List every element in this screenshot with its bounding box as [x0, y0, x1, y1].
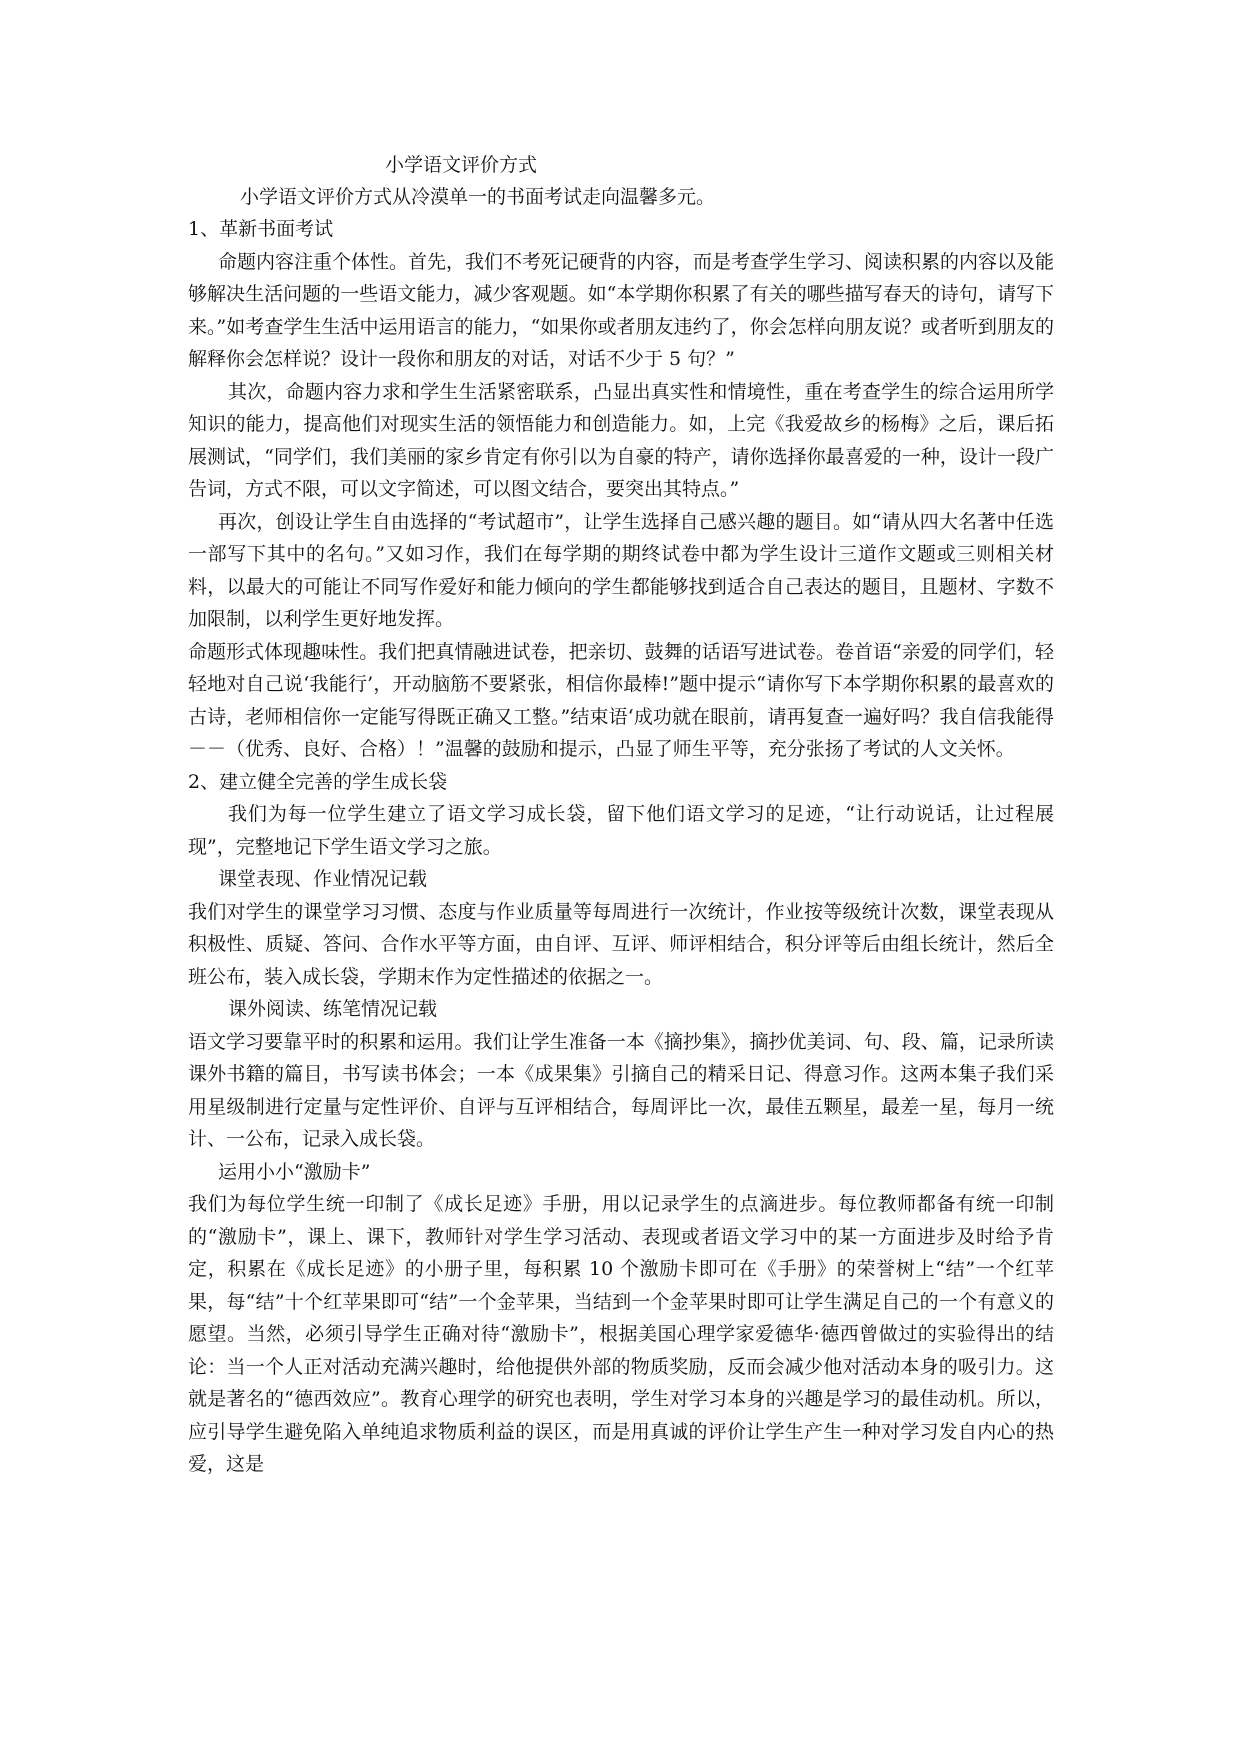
paragraph-reading-record: 语文学习要靠平时的积累和运用。我们让学生准备一本《摘抄集》，摘抄优美词、句、段、篇，记录所读课外书籍的篇目，书写读书体会；一本《成果集》引摘自己的精采日记、得意习作。这两本集子我们采用星级制进行定量与定性评价、自评与互评相结合，每周评比一次，最佳五颗星，最差一星，每月一统计、一公布，记录入成长袋。	[188, 1030, 1054, 1150]
paragraph-classroom-record: 我们对学生的课堂学习习惯、态度与作业质量等每周进行一次统计，作业按等级统计次数，课堂表现从积极性、质疑、答问、合作水平等方面，由自评、互评、师评相结合，积分评等后由组长统计，然后全班公布，装入成长袋，学期末作为定性描述的依据之一。	[188, 900, 1054, 988]
subheading-reading-record: 课外阅读、练笔情况记载	[228, 998, 438, 1020]
paragraph-exam-interest: 命题形式体现趣味性。我们把真情融进试卷，把亲切、鼓舞的话语写进试卷。卷首语“亲爱的同学们，轻轻地对自己说‘我能行’，开动脑筋不要紧张，相信你最棒!”题中提示“请你写下本学期你积累的最喜欢的古诗，老师相信你一定能写得既正确又工整。”结束语‘成功就在眼前，请再复查一遍好吗？我自信我能得－－（优秀、良好、合格）！”温馨的鼓励和提示，凸显了师生平等，充分张扬了考试的人文关怀。	[188, 640, 1054, 760]
paragraph-incentive-card: 我们为每位学生统一印制了《成长足迹》手册，用以记录学生的点滴进步。每位教师都备有统一印制的“激励卡”，课上、课下，教师针对学生学习活动、表现或者语文学习中的某一方面进步及时给予肯定，积累在《成长足迹》的小册子里，每积累 10 个激励卡即可在《手册》的荣誉树上“结”一个红苹果，每“结”十个红苹果即可“结”一个金苹果，当结到一个金苹果时即可让学生满足自己的一个有意义的愿望。当然，必须引导学生正确对待“激励卡”，根据美国心理学家爱德华·德西曾做过的实验得出的结论：当一个人正对活动充满兴趣时，给他提供外部的物质奖励，反而会减少他对活动本身的吸引力。这就是著名的“德西效应”。教育心理学的研究也表明，学生对学习本身的兴趣是学习的最佳动机。所以，应引导学生避免陷入单纯追求物质利益的误区，而是用真诚的评价让学生产生一种对学习发自内心的热爱，这是	[188, 1193, 1054, 1475]
subheading-classroom-record: 课堂表现、作业情况记载	[218, 868, 428, 890]
subheading-incentive-card: 运用小小“激励卡”	[218, 1160, 371, 1183]
document-lead: 小学语文评价方式从冷漠单一的书面考试走向温馨多元。	[240, 186, 716, 208]
paragraph-content-real-life: 其次，命题内容力求和学生生活紧密联系，凸显出真实性和情境性，重在考查学生的综合运用所学知识的能力，提高他们对现实生活的领悟能力和创造能力。如，上完《我爱故乡的杨梅》之后，课后拓展测试，“同学们，我们美丽的家乡肯定有你引以为自豪的特产，请你选择你最喜爱的一种，设计一段广告词，方式不限，可以文字简述，可以图文结合，要突出其特点。”	[188, 380, 1054, 500]
paragraph-exam-supermarket: 再次，创设让学生自由选择的“考试超市”，让学生选择自己感兴趣的题目。如“请从四大名著中任选一部写下其中的名句。”又如习作，我们在每学期的期终试卷中都为学生设计三道作文题或三则相关材料，以最大的可能让不同写作爱好和能力倾向的学生都能够找到适合自己表达的题目，且题材、字数不加限制，以利学生更好地发挥。	[188, 510, 1054, 630]
section-heading-2: 2、建立健全完善的学生成长袋	[188, 770, 448, 793]
section-heading-1: 1、革新书面考试	[188, 218, 334, 240]
paragraph-growth-bag: 我们为每一位学生建立了语文学习成长袋，留下他们语文学习的足迹，“让行动说话，让过程展现”，完整地记下学生语文学习之旅。	[188, 803, 1054, 858]
document-body	[188, 149, 1054, 1481]
document-title: 小学语文评价方式	[385, 154, 538, 176]
paragraph-content-individuality: 命题内容注重个体性。首先，我们不考死记硬背的内容，而是考查学生学习、阅读积累的内容以及能够解决生活问题的一些语文能力，减少客观题。如“本学期你积累了有关的哪些描写春天的诗句，请写下来。”如考查学生生活中运用语言的能力，“如果你或者朋友违约了，你会怎样向朋友说？或者听到朋友的解释你会怎样说？设计一段你和朋友的对话，对话不少于 5 句？”	[188, 250, 1055, 370]
